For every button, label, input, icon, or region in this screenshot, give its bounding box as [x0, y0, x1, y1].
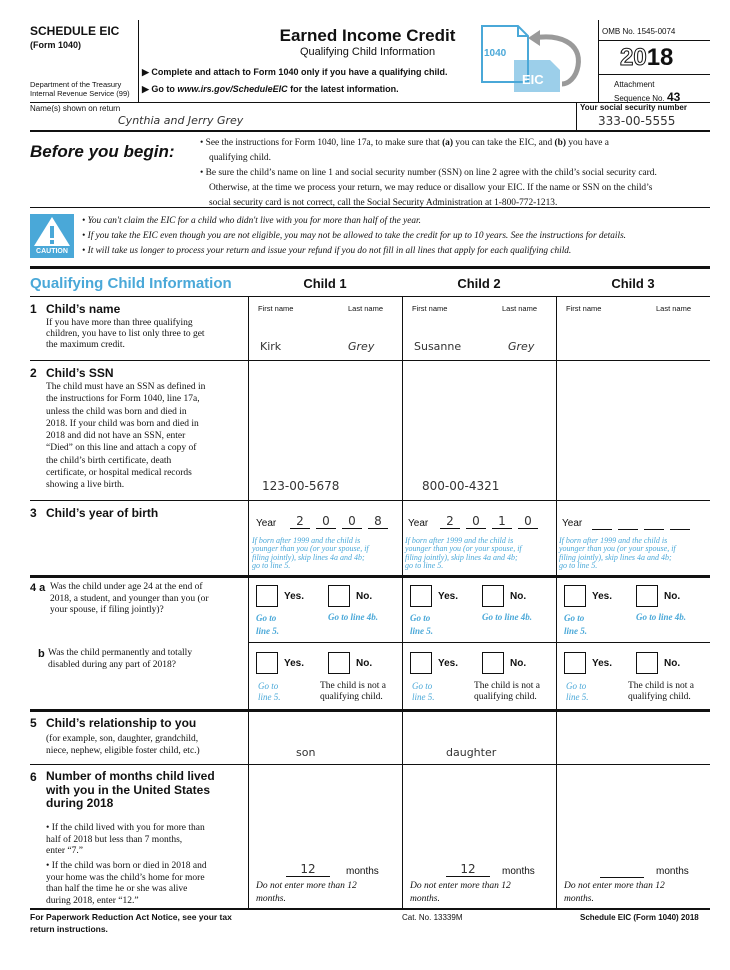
line5-description: (for example, son, daughter, grandchild, niece, nephew, eligible foster child, etc.): [46, 734, 200, 756]
child2-year-digit-1[interactable]: 2: [440, 514, 460, 529]
child2-months-note: Do not enter more than 12 months.: [410, 881, 511, 904]
paperwork-notice: For Paperwork Reduction Act Notice, see your tax return instructions.: [30, 912, 232, 934]
line3-title: Child’s year of birth: [46, 506, 159, 520]
child2-months[interactable]: 12: [446, 862, 490, 877]
child1-year-digit-3[interactable]: 0: [342, 514, 362, 529]
schedule-name: SCHEDULE EIC: [30, 24, 120, 38]
child3-4a-go-line5: Go to line 5.: [564, 613, 588, 636]
child1-4a-yes-checkbox[interactable]: [256, 585, 278, 607]
child1-relationship[interactable]: son: [296, 746, 316, 759]
child1-months[interactable]: 12: [286, 862, 330, 877]
child1-last-name-label: Last name: [348, 304, 384, 313]
omb-number: OMB No. 1545-0074: [602, 27, 676, 36]
child3-4a-yes-label: Yes.: [592, 591, 613, 602]
child3-4a-no-label: No.: [664, 591, 681, 602]
child1-4b-not-qualifying: The child is not a qualifying child.: [320, 681, 386, 702]
form-subtitle: Qualifying Child Information: [299, 46, 436, 58]
child2-first-name[interactable]: Susanne: [414, 340, 462, 353]
line1-title: Child’s name: [46, 302, 121, 316]
child3-year-note: If born after 1999 and the child is younger than you (or your spouse, if filing jointly), skip lines 4a and 4b; go to line 5.: [559, 536, 676, 571]
before-you-begin-heading: Before you begin:: [30, 142, 175, 161]
child3-months-label: months: [656, 866, 689, 877]
child2-year-label: Year: [408, 518, 429, 529]
child2-heading: Child 2: [457, 276, 501, 291]
dept-treasury: Department of the Treasury: [30, 80, 122, 89]
child1-heading: Child 1: [303, 276, 347, 291]
line2-title: Child’s SSN: [46, 366, 114, 380]
ssn-label: Your social security number: [580, 103, 687, 112]
form-number: (Form 1040): [30, 40, 82, 50]
line4b-question: Was the child permanently and totally disabled during any part of 2018?: [48, 648, 193, 670]
child2-4b-no-checkbox[interactable]: [482, 652, 504, 674]
child3-heading: Child 3: [611, 276, 655, 291]
line4a-number: 4 a: [30, 582, 46, 594]
child1-4b-yes-checkbox[interactable]: [256, 652, 278, 674]
child3-4b-yes-checkbox[interactable]: [564, 652, 586, 674]
child2-last-name-label: Last name: [502, 304, 538, 313]
child3-year-digit-1[interactable]: [592, 514, 612, 530]
catalog-number: Cat. No. 13339M: [402, 913, 463, 922]
line5-number: 5: [30, 716, 37, 730]
child1-4b-go-line5: Go to line 5.: [258, 681, 281, 702]
child3-year-digit-3[interactable]: [644, 514, 664, 530]
child2-ssn[interactable]: 800-00-4321: [422, 479, 500, 493]
line2-description: The child must have an SSN as defined in the instructions for Form 1040, line 17a, unless the child was born and died in 2018. If your child was born and died in 2018 and did not have an SSN, enter “Died” on this line and attach a copy of the child’s birth certificate, death certificate, or hospital medical records showing a live birth.: [46, 382, 206, 491]
icon-eic-label: EIC: [522, 72, 544, 87]
child2-4b-no-label: No.: [510, 658, 527, 669]
child2-4b-go-line5: Go to line 5.: [412, 681, 435, 702]
child1-4a-go-line4b: Go to line 4b.: [328, 612, 379, 622]
taxpayer-names[interactable]: Cynthia and Jerry Grey: [118, 114, 244, 127]
child1-first-name[interactable]: Kirk: [260, 340, 282, 353]
names-label: Name(s) shown on return: [30, 104, 121, 113]
child2-year-digit-4[interactable]: 0: [518, 514, 538, 529]
dept-irs: Internal Revenue Service (99): [30, 89, 130, 98]
child1-ssn[interactable]: 123-00-5678: [262, 479, 340, 493]
child1-year-digit-1[interactable]: 2: [290, 514, 310, 529]
child2-year-digit-2[interactable]: 0: [466, 514, 486, 529]
child1-year-label: Year: [256, 518, 277, 529]
caution-text: • You can't claim the EIC for a child who didn't live with you for more than half of the year. • If you take the EIC even though you are not eligible, you may not be allowed to take the credit for up to 10 years. See the instructions for details. • It will take us longer to process your return and issue your refund if you do not fill in all lines that apply for each qualifying child.: [82, 216, 627, 256]
line4a-question: Was the child under age 24 at the end of 2018, a student, and younger than you (or your spouse, if filing jointly)?: [50, 582, 209, 615]
child2-4b-yes-checkbox[interactable]: [410, 652, 432, 674]
child3-year-digit-4[interactable]: [670, 514, 690, 530]
child3-4b-no-label: No.: [664, 658, 681, 669]
child3-4b-no-checkbox[interactable]: [636, 652, 658, 674]
before-you-begin-bullets: • See the instructions for Form 1040, line 17a, to make sure that (a) you can take the EIC, and (b) you have a qualifying child. • Be sure the child’s name on line 1 and social security number (SSN) on line 2 agree with the child’s social security card. Otherwise, at the time we process your return, we may reduce or disallow your EIC. If the name or SSN on the child’s social security card is not correct, call the Social Security Administration at 1-800-772-1213.: [200, 138, 657, 208]
child2-4b-yes-label: Yes.: [438, 658, 459, 669]
child2-4a-yes-label: Yes.: [438, 591, 459, 602]
child1-4a-go-line5: Go to line 5.: [256, 613, 280, 636]
child3-4b-not-qualifying: The child is not a qualifying child.: [628, 681, 694, 702]
child3-months[interactable]: [600, 862, 644, 878]
tax-year: 2018: [620, 44, 674, 71]
child1-months-note: Do not enter more than 12 months.: [256, 881, 357, 904]
attach-instruction: ▶ Complete and attach to Form 1040 only if you have a qualifying child.: [142, 67, 448, 77]
child2-year-note: If born after 1999 and the child is younger than you (or your spouse, if filing jointly), skip lines 4a and 4b; go to line 5.: [405, 536, 522, 571]
footer-form-name: Schedule EIC (Form 1040) 2018: [580, 913, 699, 922]
child3-4b-go-line5: Go to line 5.: [566, 681, 589, 702]
child1-4a-no-checkbox[interactable]: [328, 585, 350, 607]
irs-link[interactable]: www.irs.gov/ScheduleEIC: [177, 84, 288, 94]
line6-title: Number of months child lived with you in the United States during 2018: [46, 769, 215, 810]
child1-first-name-label: First name: [258, 304, 294, 313]
line6-number: 6: [30, 770, 37, 784]
child3-months-note: Do not enter more than 12 months.: [564, 881, 665, 904]
child1-4b-yes-label: Yes.: [284, 658, 305, 669]
form-title: Earned Income Credit: [279, 26, 456, 45]
child2-4a-no-checkbox[interactable]: [482, 585, 504, 607]
child2-4a-go-line5: Go to line 5.: [410, 613, 434, 636]
child1-4a-no-label: No.: [356, 591, 373, 602]
child3-4b-yes-label: Yes.: [592, 658, 613, 669]
line6-bullet-2: • If the child was born or died in 2018 and your home was the child’s home for more than half the time he or she was alive during 2018, enter “12.”: [46, 861, 207, 906]
child1-last-name[interactable]: Grey: [348, 340, 375, 353]
taxpayer-ssn[interactable]: 333-00-5555: [598, 114, 676, 128]
child1-4b-no-label: No.: [356, 658, 373, 669]
child1-year-digit-4[interactable]: 8: [368, 514, 388, 529]
child2-4b-not-qualifying: The child is not a qualifying child.: [474, 681, 540, 702]
icon-1040-label: 1040: [484, 48, 507, 59]
line1-description: If you have more than three qualifying children, you have to list only three to get the maximum credit.: [46, 318, 205, 350]
child1-4b-no-checkbox[interactable]: [328, 652, 350, 674]
line6-bullet-1: • If the child lived with you for more than half of 2018 but less than 7 months, enter “7.”: [46, 823, 205, 856]
child1-year-note: If born after 1999 and the child is younger than you (or your spouse, if filing jointly), skip lines 4a and 4b; go to line 5.: [252, 536, 369, 571]
child2-relationship[interactable]: daughter: [446, 746, 497, 759]
caution-icon: CAUTION: [30, 214, 74, 258]
child2-months-label: months: [502, 866, 535, 877]
child3-last-name-label: Last name: [656, 304, 692, 313]
line5-title: Child’s relationship to you: [46, 716, 197, 730]
child2-4a-yes-checkbox[interactable]: [410, 585, 432, 607]
section-title: Qualifying Child Information: [30, 275, 232, 292]
line1-number: 1: [30, 302, 37, 316]
child2-first-name-label: First name: [412, 304, 448, 313]
child2-last-name[interactable]: Grey: [508, 340, 535, 353]
child3-4a-yes-checkbox[interactable]: [564, 585, 586, 607]
website-instruction: ▶ Go to www.irs.gov/ScheduleEIC for the latest information.: [142, 84, 399, 94]
sequence-label: Sequence No. 43: [614, 90, 681, 104]
child3-year-label: Year: [562, 518, 583, 529]
line2-number: 2: [30, 366, 37, 380]
child2-year-digit-3[interactable]: 1: [492, 514, 512, 529]
child3-4a-no-checkbox[interactable]: [636, 585, 658, 607]
child2-4a-go-line4b: Go to line 4b.: [482, 612, 533, 622]
child3-year-digit-2[interactable]: [618, 514, 638, 530]
child1-months-label: months: [346, 866, 379, 877]
child1-year-digit-2[interactable]: 0: [316, 514, 336, 529]
child3-first-name-label: First name: [566, 304, 602, 313]
attachment-label: Attachment: [614, 80, 655, 89]
child3-4a-go-line4b: Go to line 4b.: [636, 612, 687, 622]
child2-4a-no-label: No.: [510, 591, 527, 602]
child1-4a-yes-label: Yes.: [284, 591, 305, 602]
line3-number: 3: [30, 506, 37, 520]
line4b-number: b: [38, 648, 45, 660]
